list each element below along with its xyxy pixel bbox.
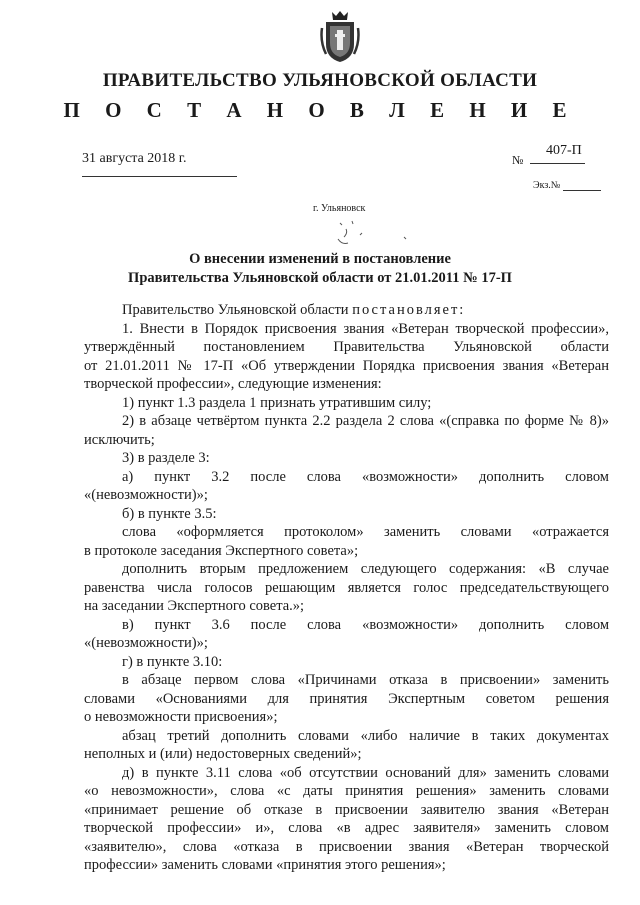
document-type: П О С Т А Н О В Л Е Н И Е: [63, 98, 577, 122]
body-line: 1. Внести в Порядок присвоения звания «Ветеран творческой профессии»,: [122, 320, 609, 337]
body-line: в абзаце первом слова «Причинами отказа в присвоении» заменить: [122, 672, 609, 688]
body-line: творческой профессии», следующие изменения:: [84, 376, 382, 392]
number-sign: №: [512, 153, 524, 167]
body-line: словами «Основаниями для принятия Экспертным советом решения: [84, 690, 609, 707]
body-line: «о невозможности», слова «с даты принятия решения» заменить словами: [84, 783, 609, 799]
body-line: абзац третий дополнить словами «либо наличие в таких документах: [122, 727, 609, 744]
body-line: «(невозможности)»;: [84, 487, 208, 503]
body-line: на заседании Экспертного совета.»;: [84, 598, 305, 614]
title-line: Правительства Ульяновской области от 21.01.2011 № 17-П: [128, 270, 512, 286]
body-line: в протоколе заседания Экспертного совета»;: [84, 542, 359, 559]
coat-of-arms-icon: [320, 8, 360, 64]
copy-number-label: Экз.№: [533, 180, 561, 191]
body-line: «принимает решение об отказе в присвоении заявителю звания «Ветеран: [84, 801, 609, 818]
title-line: О внесении изменений в постановление: [189, 251, 451, 267]
handwritten-mark-icon: [330, 215, 410, 250]
organization-name: ПРАВИТЕЛЬСТВО УЛЬЯНОВСКОЙ ОБЛАСТИ: [102, 70, 538, 91]
copy-number-underline: [563, 190, 601, 191]
document-number: 407-П: [546, 143, 582, 158]
body-line: д) в пункте 3.11 слова «об отсутствии оснований для» заменить словами: [122, 764, 609, 781]
number-underline: [530, 163, 585, 164]
body-line: о невозможности присвоения»;: [84, 709, 278, 725]
body-line: 2) в абзаце четвёртом пункта 2.2 раздела 2 слова «(справка по форме № 8)»: [122, 413, 609, 429]
document-date: 31 августа 2018 г.: [82, 151, 187, 166]
body-line: дополнить вторым предложением следующего содержания: «В случае: [122, 561, 609, 577]
body-line: слова «оформляется протоколом» заменить словами «отражается: [122, 524, 609, 540]
preamble-start: Правительство Ульяновской области: [122, 302, 353, 318]
document-city: г. Ульяновск: [313, 203, 366, 214]
body-line: равенства числа голосов решающим является голос председательствующего: [84, 579, 609, 596]
preamble-verb: постановляет: [352, 302, 460, 318]
body-line: в) пункт 3.6 после слова «возможности» дополнить словом: [122, 616, 609, 633]
body-line: утверждённый постановлением Правительства Ульяновской области: [84, 339, 609, 355]
document-body: [84, 301, 609, 875]
body-line: профессии» заменить словами «принятия этого решения»;: [84, 857, 446, 873]
body-line: неполных и (или) недостоверных сведений»;: [84, 746, 362, 762]
body-lines: [84, 320, 609, 875]
body-line: г) в пункте 3.10:: [122, 653, 223, 670]
body-line: от 21.01.2011 № 17-П «Об утверждении Порядка присвоения звания «Ветеран: [84, 357, 609, 374]
body-line: «(невозможности)»;: [84, 635, 208, 651]
preamble-end: :: [459, 302, 464, 318]
body-line: творческой профессии» и», слова «в адрес заявителя» заменить словом: [84, 820, 609, 836]
body-line: б) в пункте 3.5:: [122, 505, 217, 522]
body-line: «заявителю», слова «отказа в присвоении звания «Ветеран творческой: [84, 838, 609, 855]
body-line: а) пункт 3.2 после слова «возможности» дополнить словом: [122, 468, 609, 485]
body-line: 3) в разделе 3:: [122, 450, 210, 466]
preamble: [84, 301, 609, 320]
body-line: исключить;: [84, 431, 155, 448]
body-line: 1) пункт 1.3 раздела 1 признать утратившим силу;: [122, 394, 432, 411]
document-title: [0, 250, 640, 288]
date-underline: [82, 176, 237, 177]
